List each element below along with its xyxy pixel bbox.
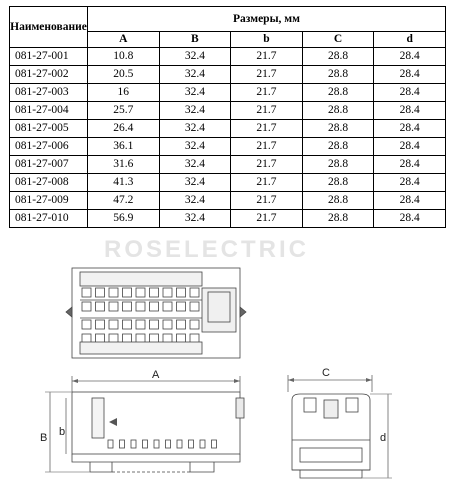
model-cell: 081-27-007 <box>10 156 88 174</box>
cell-b: 21.7 <box>231 138 303 156</box>
terminal-slot <box>200 440 205 448</box>
cell-d: 28.4 <box>374 138 446 156</box>
terminal-cell <box>123 320 132 329</box>
label-B: B <box>40 432 48 444</box>
terminal-cell <box>109 320 118 329</box>
cell-A: 26.4 <box>88 120 160 138</box>
cell-C: 28.8 <box>302 120 374 138</box>
label-d: d <box>380 432 387 444</box>
terminal-slot <box>212 440 217 448</box>
end-view <box>288 375 392 478</box>
cell-A: 36.1 <box>88 138 160 156</box>
terminal-slot <box>166 440 171 448</box>
terminal-slot <box>120 440 125 448</box>
cell-A: 10.8 <box>88 48 160 66</box>
cell-C: 28.8 <box>302 84 374 102</box>
terminal-cell <box>150 288 159 297</box>
model-cell: 081-27-010 <box>10 210 88 228</box>
terminal-slot <box>177 440 182 448</box>
terminal-cell <box>96 288 105 297</box>
cell-d: 28.4 <box>374 210 446 228</box>
terminal-cell <box>82 302 91 311</box>
terminal-cell <box>82 320 91 329</box>
cell-d: 28.4 <box>374 48 446 66</box>
cell-A: 31.6 <box>88 156 160 174</box>
label-b: b <box>59 426 66 438</box>
cell-b: 21.7 <box>231 102 303 120</box>
terminal-cell <box>109 288 118 297</box>
terminal-cell <box>136 302 145 311</box>
terminal-cell <box>136 288 145 297</box>
cell-B: 32.4 <box>159 210 231 228</box>
side-view <box>45 376 244 472</box>
terminal-cell <box>190 320 199 329</box>
terminal-cell <box>177 288 186 297</box>
terminal-cell <box>163 302 172 311</box>
terminal-cell <box>109 302 118 311</box>
model-cell: 081-27-004 <box>10 102 88 120</box>
model-cell: 081-27-001 <box>10 48 88 66</box>
cell-B: 32.4 <box>159 48 231 66</box>
cell-C: 28.8 <box>302 192 374 210</box>
cell-C: 28.8 <box>302 66 374 84</box>
top-view <box>66 268 246 358</box>
terminal-cell <box>96 320 105 329</box>
cell-b: 21.7 <box>231 192 303 210</box>
cell-b: 21.7 <box>231 174 303 192</box>
terminal-cell <box>177 302 186 311</box>
terminal-cell <box>123 288 132 297</box>
terminal-cell <box>163 288 172 297</box>
cell-b: 21.7 <box>231 66 303 84</box>
cell-b: 21.7 <box>231 84 303 102</box>
cell-B: 32.4 <box>159 120 231 138</box>
cell-b: 21.7 <box>231 210 303 228</box>
model-cell: 081-27-005 <box>10 120 88 138</box>
cell-C: 28.8 <box>302 48 374 66</box>
terminal-cell <box>150 320 159 329</box>
cell-A: 47.2 <box>88 192 160 210</box>
cell-A: 56.9 <box>88 210 160 228</box>
cell-C: 28.8 <box>302 102 374 120</box>
cell-B: 32.4 <box>159 174 231 192</box>
cell-B: 32.4 <box>159 156 231 174</box>
cell-B: 32.4 <box>159 192 231 210</box>
terminal-cell <box>96 302 105 311</box>
model-cell: 081-27-006 <box>10 138 88 156</box>
cell-C: 28.8 <box>302 156 374 174</box>
cell-b: 21.7 <box>231 48 303 66</box>
column-header-B: B <box>159 32 231 48</box>
terminal-cell <box>136 320 145 329</box>
cell-d: 28.4 <box>374 66 446 84</box>
cell-B: 32.4 <box>159 102 231 120</box>
terminal-slot <box>154 440 159 448</box>
cell-d: 28.4 <box>374 156 446 174</box>
cell-A: 20.5 <box>88 66 160 84</box>
terminal-slot <box>108 440 113 448</box>
cell-A: 16 <box>88 84 160 102</box>
cell-d: 28.4 <box>374 120 446 138</box>
cell-B: 32.4 <box>159 138 231 156</box>
label-A: A <box>152 369 160 381</box>
column-header-A: A <box>88 32 160 48</box>
terminal-slot <box>143 440 148 448</box>
cell-d: 28.4 <box>374 174 446 192</box>
watermark: ROSELECTRIC <box>104 236 310 263</box>
name-column-header: Наименование <box>10 7 88 48</box>
terminal-cell <box>150 302 159 311</box>
cell-A: 25.7 <box>88 102 160 120</box>
cell-C: 28.8 <box>302 210 374 228</box>
cell-B: 32.4 <box>159 66 231 84</box>
terminal-cell <box>123 302 132 311</box>
terminal-cell <box>190 288 199 297</box>
model-cell: 081-27-009 <box>10 192 88 210</box>
terminal-cell <box>163 320 172 329</box>
terminal-cell <box>82 288 91 297</box>
terminal-cell <box>190 302 199 311</box>
terminal-slot <box>189 440 194 448</box>
cell-C: 28.8 <box>302 174 374 192</box>
cell-b: 21.7 <box>231 120 303 138</box>
label-C: C <box>322 367 330 379</box>
terminal-cell <box>177 320 186 329</box>
terminal-slot <box>131 440 136 448</box>
column-header-d: d <box>374 32 446 48</box>
cell-d: 28.4 <box>374 192 446 210</box>
model-cell: 081-27-002 <box>10 66 88 84</box>
cell-d: 28.4 <box>374 102 446 120</box>
dimensions-group-header: Размеры, мм <box>88 7 446 32</box>
model-cell: 081-27-003 <box>10 84 88 102</box>
cell-B: 32.4 <box>159 84 231 102</box>
cell-d: 28.4 <box>374 84 446 102</box>
cell-b: 21.7 <box>231 156 303 174</box>
column-header-b: b <box>231 32 303 48</box>
model-cell: 081-27-008 <box>10 174 88 192</box>
cell-A: 41.3 <box>88 174 160 192</box>
cell-C: 28.8 <box>302 138 374 156</box>
column-header-C: C <box>302 32 374 48</box>
